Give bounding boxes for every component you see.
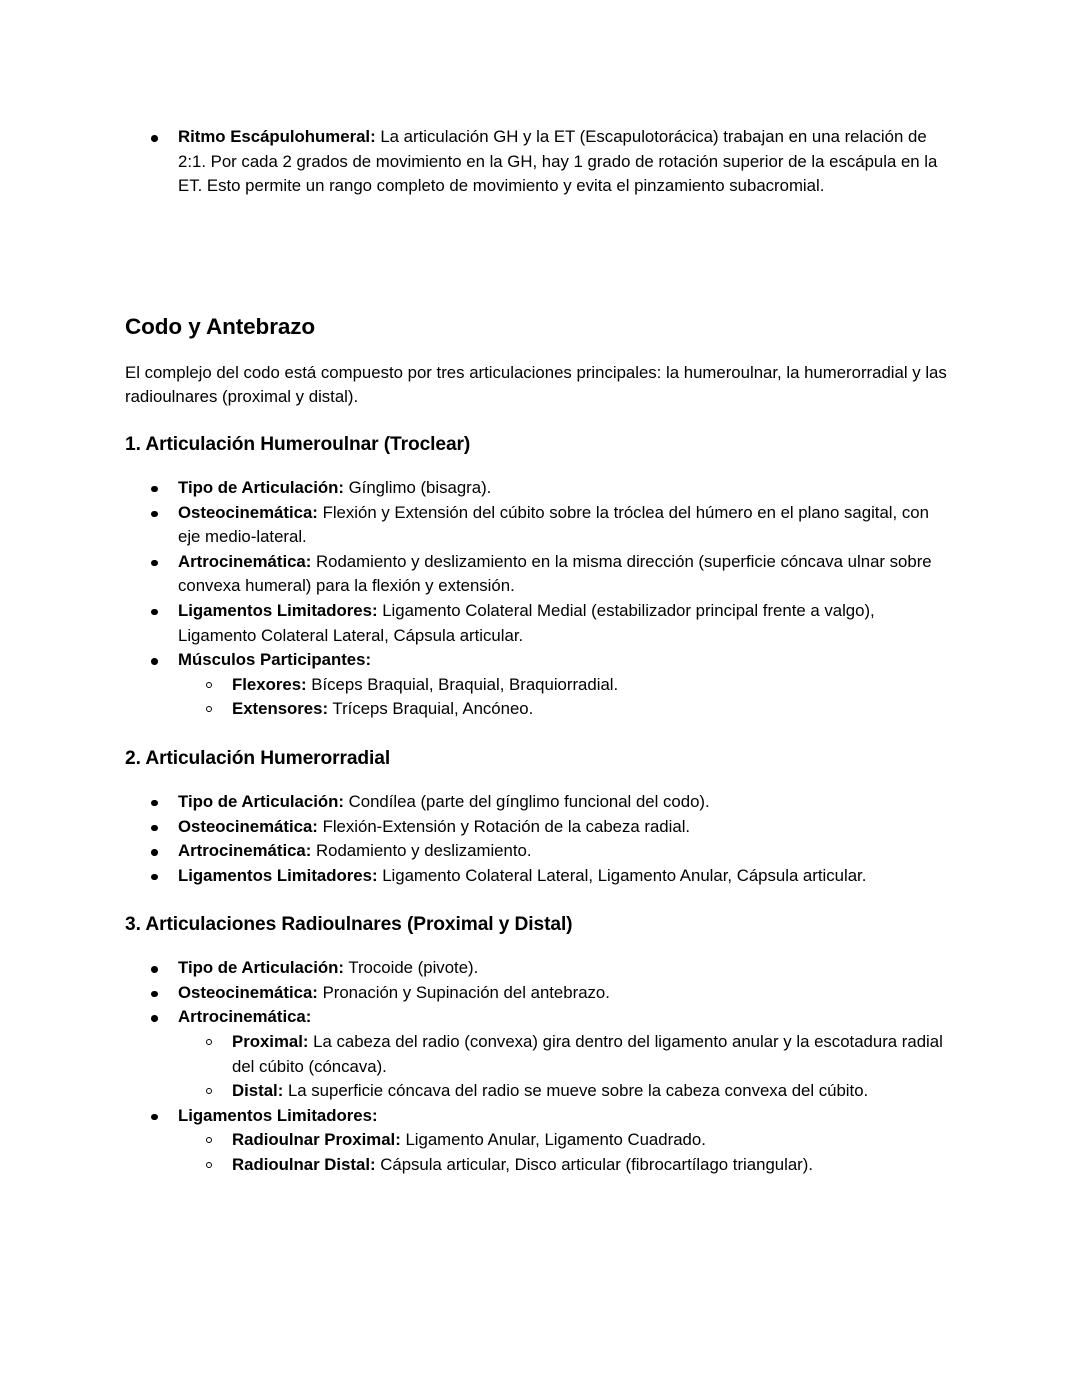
bullet-term: Músculos Participantes: <box>178 650 372 670</box>
bullet-term: Osteocinemática: <box>178 502 318 522</box>
bullet-text: Flexión-Extensión y Rotación de la cabeza radial. <box>317 816 691 836</box>
sub-list-item <box>178 697 955 722</box>
sub-bullet-term: Radioulnar Distal: <box>232 1155 376 1175</box>
top-spacer <box>125 0 955 125</box>
bullet-text: Flexión y Extensión del cúbito sobre la tróclea del húmero en el plano sagital, con eje medio-lateral. <box>178 502 929 547</box>
list-articulacion-humeroulnar <box>125 476 955 722</box>
list-item <box>125 864 955 889</box>
spacer <box>125 410 955 432</box>
bullet-term: Ritmo Escápulohumeral: <box>178 127 376 146</box>
bullet-text: Rodamiento y deslizamiento. <box>311 841 532 861</box>
list-item <box>125 476 955 501</box>
sub-bullet-text: Cápsula articular, Disco articular (fibrocartílago triangular). <box>375 1155 814 1175</box>
sub-list-item <box>178 1153 955 1178</box>
list-item <box>125 1005 955 1103</box>
list-item <box>125 1104 955 1178</box>
bullet-term: Artrocinemática: <box>178 551 312 571</box>
list-item <box>125 815 955 840</box>
list-item <box>125 839 955 864</box>
sub-bullet-term: Extensores: <box>232 699 329 719</box>
bullet-text: La articulación GH y la ET (Escapulotorácica) trabajan en una relación de 2:1. Por cada 2 grados de movimiento en la GH, hay 1 grado de rotación superior de la escápula en la ET. Esto permite un rango completo de movimiento y evita el pinzamiento subacromial. <box>178 127 938 196</box>
heading-articulaciones-radioulnares: 3. Articulaciones Radioulnares (Proximal y Distal) <box>125 914 573 936</box>
bullet-term: Tipo de Articulación: <box>178 791 344 811</box>
bullet-text: Ligamento Colateral Medial (estabilizador principal frente a valgo), Ligamento Colateral Lateral, Cápsula articular. <box>178 600 875 645</box>
list-item <box>125 550 955 599</box>
spacer <box>125 341 955 361</box>
document-content <box>125 0 955 1178</box>
list-articulacion-humerorradial <box>125 790 955 888</box>
bullet-term: Osteocinemática: <box>178 982 318 1002</box>
list-articulaciones-radioulnares <box>125 956 955 1177</box>
sub-bullet-text: La superficie cóncava del radio se mueve sobre la cabeza convexa del cúbito. <box>283 1081 869 1101</box>
sub-bullet-term: Proximal: <box>232 1032 309 1052</box>
bullet-text: Pronación y Supinación del antebrazo. <box>317 982 610 1002</box>
bullet-term: Ligamentos Limitadores: <box>178 600 378 620</box>
spacer <box>125 888 955 912</box>
sub-bullet-term: Distal: <box>232 1081 284 1101</box>
list-item <box>125 599 955 648</box>
sublist-artrocinematica <box>178 1030 955 1104</box>
bullet-term: Tipo de Articulación: <box>178 958 344 978</box>
bullet-term: Artrocinemática: <box>178 841 312 861</box>
sub-list-item <box>178 1128 955 1153</box>
list-item <box>125 790 955 815</box>
list-item <box>125 125 955 199</box>
list-item <box>125 981 955 1006</box>
sub-bullet-text: Ligamento Anular, Ligamento Cuadrado. <box>400 1130 706 1150</box>
sub-bullet-text: Tríceps Braquial, Ancóneo. <box>328 699 534 719</box>
section-spacer <box>125 199 955 313</box>
page-title: Codo y Antebrazo <box>125 313 316 339</box>
spacer <box>125 771 955 790</box>
sub-bullet-term: Flexores: <box>232 674 307 694</box>
bullet-text: Condílea (parte del gínglimo funcional del codo). <box>343 791 710 811</box>
sub-list-item <box>178 1030 955 1079</box>
bullet-term: Tipo de Articulación: <box>178 477 344 497</box>
bullet-text: Rodamiento y deslizamiento en la misma dirección (superficie cóncava ulnar sobre convexa humeral) para la flexión y extensión. <box>178 551 932 596</box>
list-item <box>125 648 955 722</box>
heading-articulacion-humerorradial: 2. Articulación Humerorradial <box>125 747 391 769</box>
sub-bullet-term: Radioulnar Proximal: <box>232 1130 401 1150</box>
sub-bullet-text: La cabeza del radio (convexa) gira dentro del ligamento anular y la escotadura radial del cúbito (cóncava). <box>232 1032 943 1076</box>
sub-list-item <box>178 673 955 698</box>
bullet-term: Artrocinemática: <box>178 1007 312 1027</box>
spacer <box>125 457 955 476</box>
bullet-text: Ligamento Colateral Lateral, Ligamento Anular, Cápsula articular. <box>377 865 867 885</box>
spacer <box>125 722 955 746</box>
bullet-term: Ligamentos Limitadores: <box>178 865 378 885</box>
bullet-text: Gínglimo (bisagra). <box>343 477 492 497</box>
sub-bullet-text: Bíceps Braquial, Braquial, Braquiorradial. <box>306 674 619 694</box>
section-intro-paragraph: El complejo del codo está compuesto por tres articulaciones principales: la humeroulnar, la humerorradial y las radioulnares (proximal y distal). <box>125 362 947 407</box>
sublist-musculos-participantes <box>178 673 955 722</box>
sublist-ligamentos-limitadores <box>178 1128 955 1177</box>
bullet-term: Osteocinemática: <box>178 816 318 836</box>
sub-list-item <box>178 1079 955 1104</box>
bullet-text: Trocoide (pivote). <box>343 958 479 978</box>
list-item <box>125 956 955 981</box>
list-item <box>125 501 955 550</box>
heading-articulacion-humeroulnar: 1. Articulación Humeroulnar (Troclear) <box>125 433 471 455</box>
spacer <box>125 937 955 956</box>
intro-bullet-list <box>125 125 955 199</box>
bullet-term: Ligamentos Limitadores: <box>178 1105 378 1125</box>
